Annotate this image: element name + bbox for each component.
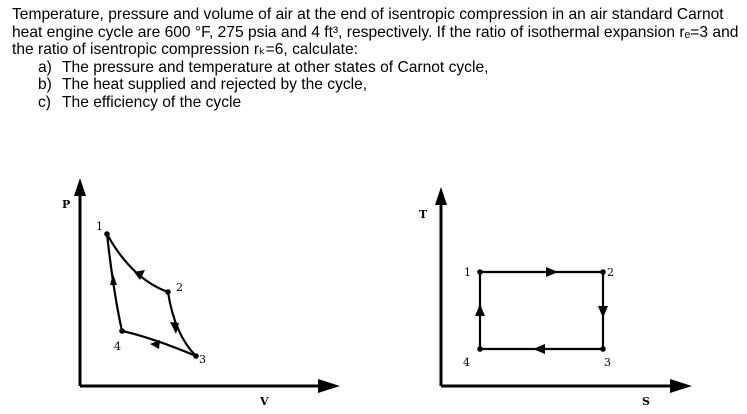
pv-state-1-label: 1	[96, 220, 103, 233]
question-b-marker: b)	[38, 76, 52, 93]
pv-y-axis-label: P	[62, 198, 71, 211]
question-c-marker: c)	[38, 93, 51, 111]
ts-state-3-label: 3	[604, 356, 611, 369]
pv-state-4-point	[119, 328, 125, 334]
ts-state-1-point	[477, 269, 483, 275]
ts-state-1-label: 1	[464, 266, 471, 279]
question-a-text: The pressure and temperature at other states of Carnot cycle,	[62, 58, 489, 76]
ts-state-2-point	[600, 269, 606, 275]
pv-state-1-point	[104, 231, 110, 237]
ts-x-axis-arrow-icon	[670, 379, 692, 393]
pv-state-3-label: 3	[199, 353, 206, 366]
ts-arrow-2-3-icon	[598, 306, 608, 318]
pv-arrow-4-1-icon	[110, 274, 117, 285]
pv-y-axis-arrow-icon	[74, 178, 86, 196]
ts-arrow-4-1-icon	[475, 304, 485, 316]
ts-y-axis-arrow-icon	[435, 187, 447, 205]
pv-state-2-label: 2	[176, 281, 183, 294]
question-c-text: The efficiency of the cycle	[62, 93, 242, 111]
ts-diagram	[419, 187, 692, 408]
problem-text: Temperature, pressure and volume of air at the end of isentropic compression in an air standard Carnot heat engine cycle are 600 °F, 275 psia and 4 ft³, respectively. If the ratio of isothermal expansion rₑ=3 and the ratio of isentropic compression rₖ=6, calculate:	[12, 6, 739, 58]
ts-arrow-1-2-icon	[546, 267, 558, 277]
pv-x-axis-label: V	[260, 395, 269, 408]
question-b-text: The heat supplied and rejected by the cycle,	[62, 76, 368, 93]
ts-state-3-point	[600, 346, 606, 352]
pv-x-axis-arrow-icon	[318, 379, 340, 393]
ts-state-4-label: 4	[463, 356, 470, 369]
ts-state-2-label: 2	[607, 266, 614, 279]
question-a-marker: a)	[38, 58, 52, 76]
ts-x-axis-label: S	[642, 395, 650, 408]
ts-arrow-3-4-icon	[533, 344, 545, 354]
pv-diagram	[62, 178, 340, 408]
pv-state-2-point	[165, 289, 171, 295]
ts-state-4-point	[477, 346, 483, 352]
ts-y-axis-label: T	[419, 208, 428, 221]
pv-state-3-point	[193, 353, 199, 359]
pv-state-4-label: 4	[114, 340, 121, 353]
